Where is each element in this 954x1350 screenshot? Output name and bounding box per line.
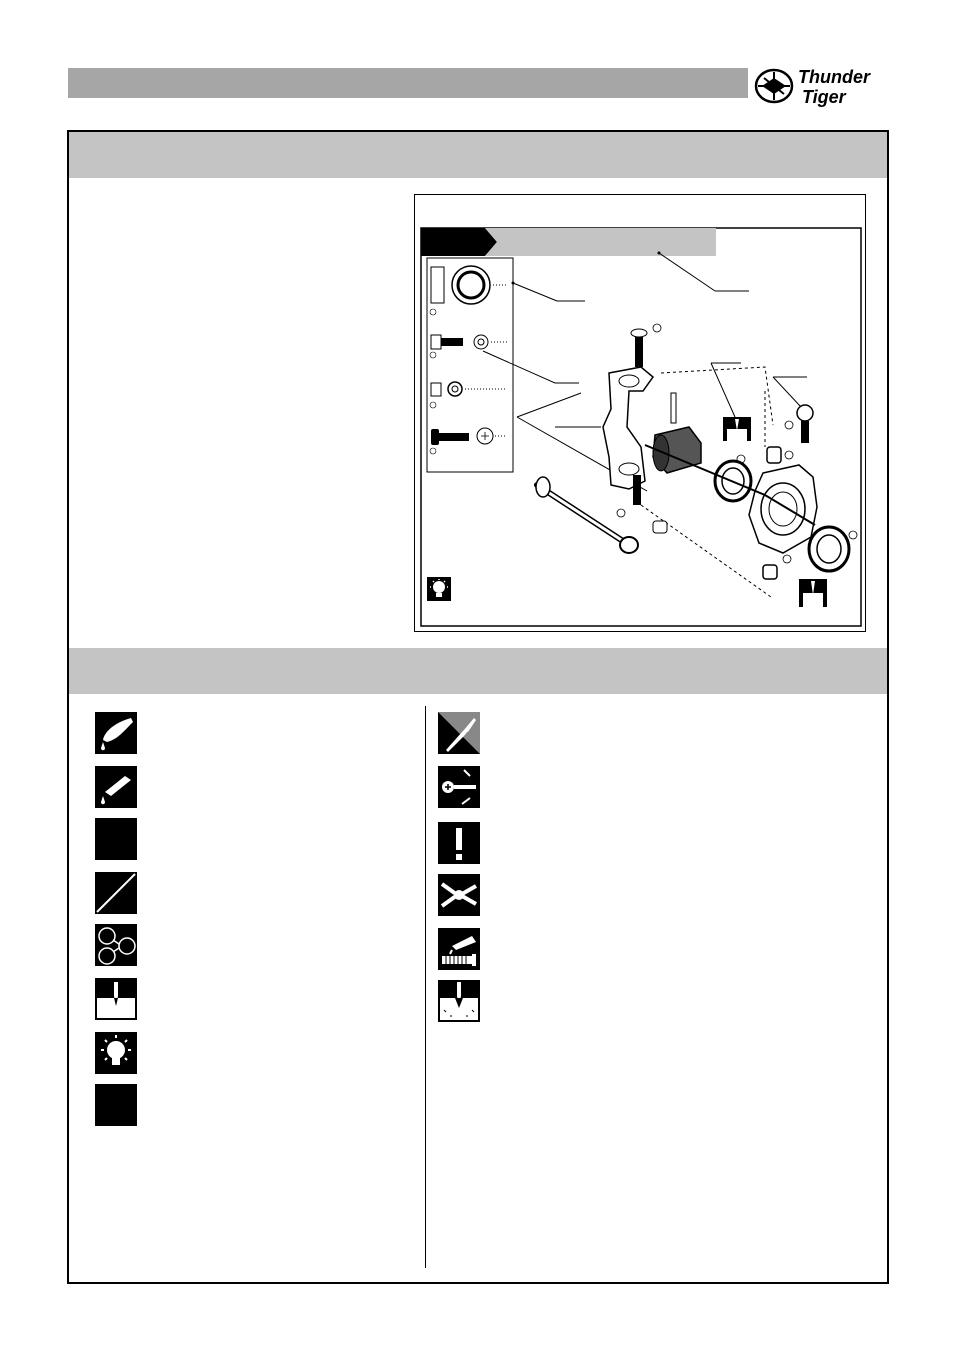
drill-hole-icon (95, 978, 137, 1020)
brand-line2: Tiger (802, 87, 846, 107)
oil-bottle-icon (95, 712, 137, 754)
blank-black-icon (95, 1084, 137, 1126)
step-banner (421, 228, 497, 256)
section-header-top (69, 132, 887, 178)
circles-arrow-icon (95, 924, 137, 966)
thunder-tiger-logo-icon (752, 64, 888, 108)
assembly-diagram-panel (414, 194, 866, 632)
hobby-knife-icon (438, 712, 480, 754)
pliers-icon (438, 874, 480, 916)
screwdriver-turn-icon (438, 766, 480, 808)
exclamation-icon (438, 822, 480, 864)
legend-column-divider (425, 706, 426, 1268)
blank-black-icon (95, 818, 137, 860)
lightbulb-icon (95, 1032, 137, 1074)
drill-notch-icon (438, 980, 480, 1022)
brand-logo (752, 64, 888, 108)
diagonal-cut-icon (95, 872, 137, 914)
section-header-legend (69, 648, 887, 694)
exploded-view-diagram (415, 195, 867, 633)
header-bar (68, 68, 748, 98)
threadlock-screw-icon (438, 928, 480, 970)
glue-tube-icon (95, 766, 137, 808)
brand-line1: Thunder (798, 67, 870, 87)
header-bar-wedge (730, 68, 748, 98)
